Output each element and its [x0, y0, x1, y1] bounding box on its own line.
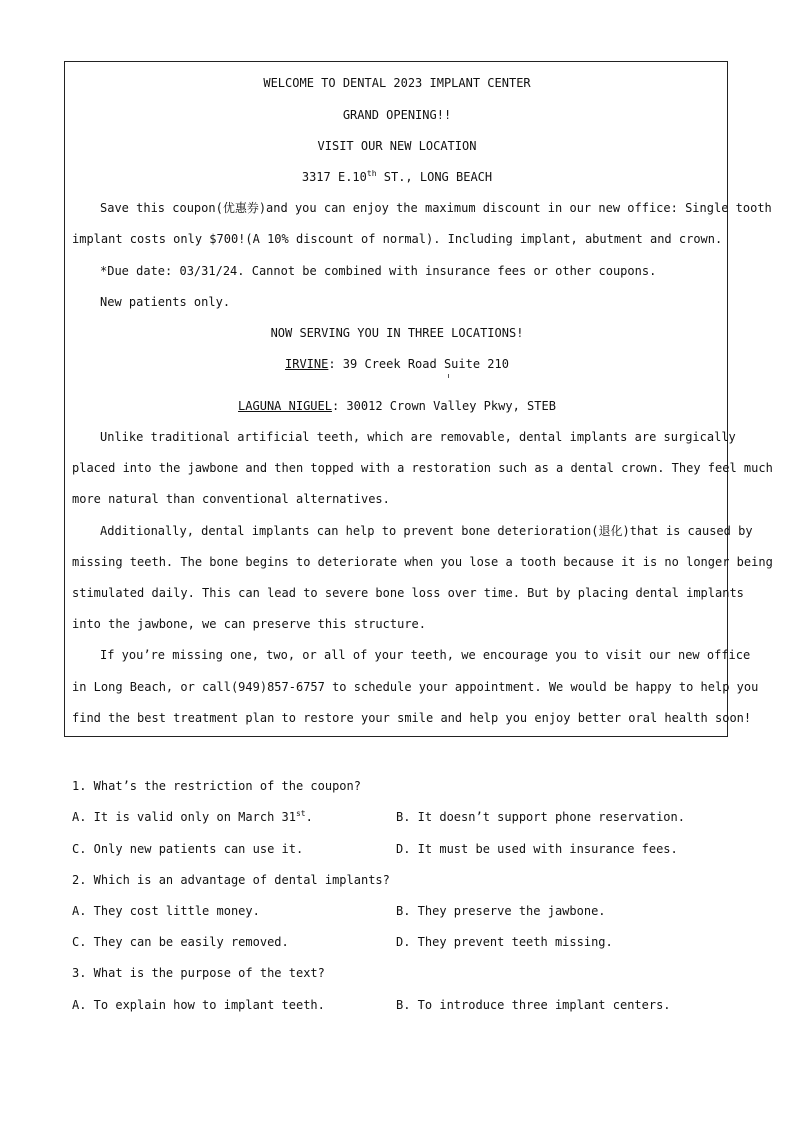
heading-new-location: VISIT OUR NEW LOCATION — [317, 139, 477, 153]
question-1: 1. What’s the restriction of the coupon? — [72, 779, 361, 793]
location-laguna-niguel — [0, 399, 794, 413]
address-sup: th — [366, 169, 377, 178]
q1a-sup: st — [295, 809, 306, 818]
paragraph-1-line-2: placed into the jawbone and then topped with a restoration such as a dental crown. They feel much — [72, 461, 773, 475]
paragraph-1-line-1: Unlike traditional artificial teeth, which are removable, dental implants are surgically — [100, 430, 736, 444]
paragraph-3-line-3: find the best treatment plan to restore your smile and help you enjoy better oral health soon! — [72, 711, 752, 725]
question-1-option-d: D. It must be used with insurance fees. — [396, 842, 678, 856]
new-patients-text: New patients only. — [100, 295, 231, 309]
question-3: 3. What is the purpose of the text? — [72, 966, 325, 980]
paragraph-1-line-3: more natural than conventional alternatives. — [72, 492, 390, 506]
question-2-option-d: D. They prevent teeth missing. — [396, 935, 613, 949]
location-laguna-name: LAGUNA NIGUEL — [238, 399, 332, 413]
q1a-post: . — [305, 810, 313, 824]
heading-welcome: WELCOME TO DENTAL 2023 IMPLANT CENTER — [263, 76, 531, 90]
coupon-line-1: Save this coupon(优惠券)and you can enjoy the maximum discount in our new office: Single tooth — [100, 201, 772, 215]
heading-grand-opening: GRAND OPENING!! — [342, 108, 452, 122]
paragraph-3-line-2: in Long Beach, or call(949)857-6757 to schedule your appointment. We would be happy to help you — [72, 680, 759, 694]
paragraph-2-line-1: Additionally, dental implants can help to prevent bone deterioration(退化)that is caused by — [100, 524, 753, 538]
paragraph-3-line-1: If you’re missing one, two, or all of your teeth, we encourage you to visit our new office — [100, 648, 751, 662]
paragraph-2-line-4: into the jawbone, we can preserve this structure. — [72, 617, 427, 631]
question-1-option-c: C. Only new patients can use it. — [72, 842, 304, 856]
locations-heading: NOW SERVING YOU IN THREE LOCATIONS! — [270, 326, 524, 340]
question-2: 2. Which is an advantage of dental implants? — [72, 873, 390, 887]
address-post: ST., LONG BEACH — [376, 170, 493, 184]
stray-mark — [448, 374, 449, 378]
address-pre: 3317 E.10 — [301, 170, 367, 184]
question-2-option-c: C. They can be easily removed. — [72, 935, 289, 949]
question-2-option-a: A. They cost little money. — [72, 904, 260, 918]
coupon-line-2: implant costs only $700!(A 10% discount of normal). Including implant, abutment and crown. — [72, 232, 723, 246]
paragraph-2-line-2: missing teeth. The bone begins to deteriorate when you lose a tooth because it is no longer being — [72, 555, 773, 569]
question-1-option-a — [72, 810, 313, 824]
address-long-beach — [0, 170, 794, 184]
question-1-option-b: B. It doesn’t support phone reservation. — [396, 810, 685, 824]
question-3-option-a: A. To explain how to implant teeth. — [72, 998, 325, 1012]
location-irvine — [0, 357, 794, 371]
question-2-option-b: B. They preserve the jawbone. — [396, 904, 606, 918]
q1a-pre: A. It is valid only on March 31 — [72, 810, 296, 824]
question-3-option-b: B. To introduce three implant centers. — [396, 998, 671, 1012]
location-irvine-name: IRVINE — [285, 357, 329, 371]
due-date-text: *Due date: 03/31/24. Cannot be combined with insurance fees or other coupons. — [100, 264, 657, 278]
paragraph-2-line-3: stimulated daily. This can lead to severe bone loss over time. But by placing dental implants — [72, 586, 744, 600]
location-irvine-address: : 39 Creek Road Suite 210 — [328, 357, 509, 371]
location-laguna-address: : 30012 Crown Valley Pkwy, STEB — [331, 399, 556, 413]
